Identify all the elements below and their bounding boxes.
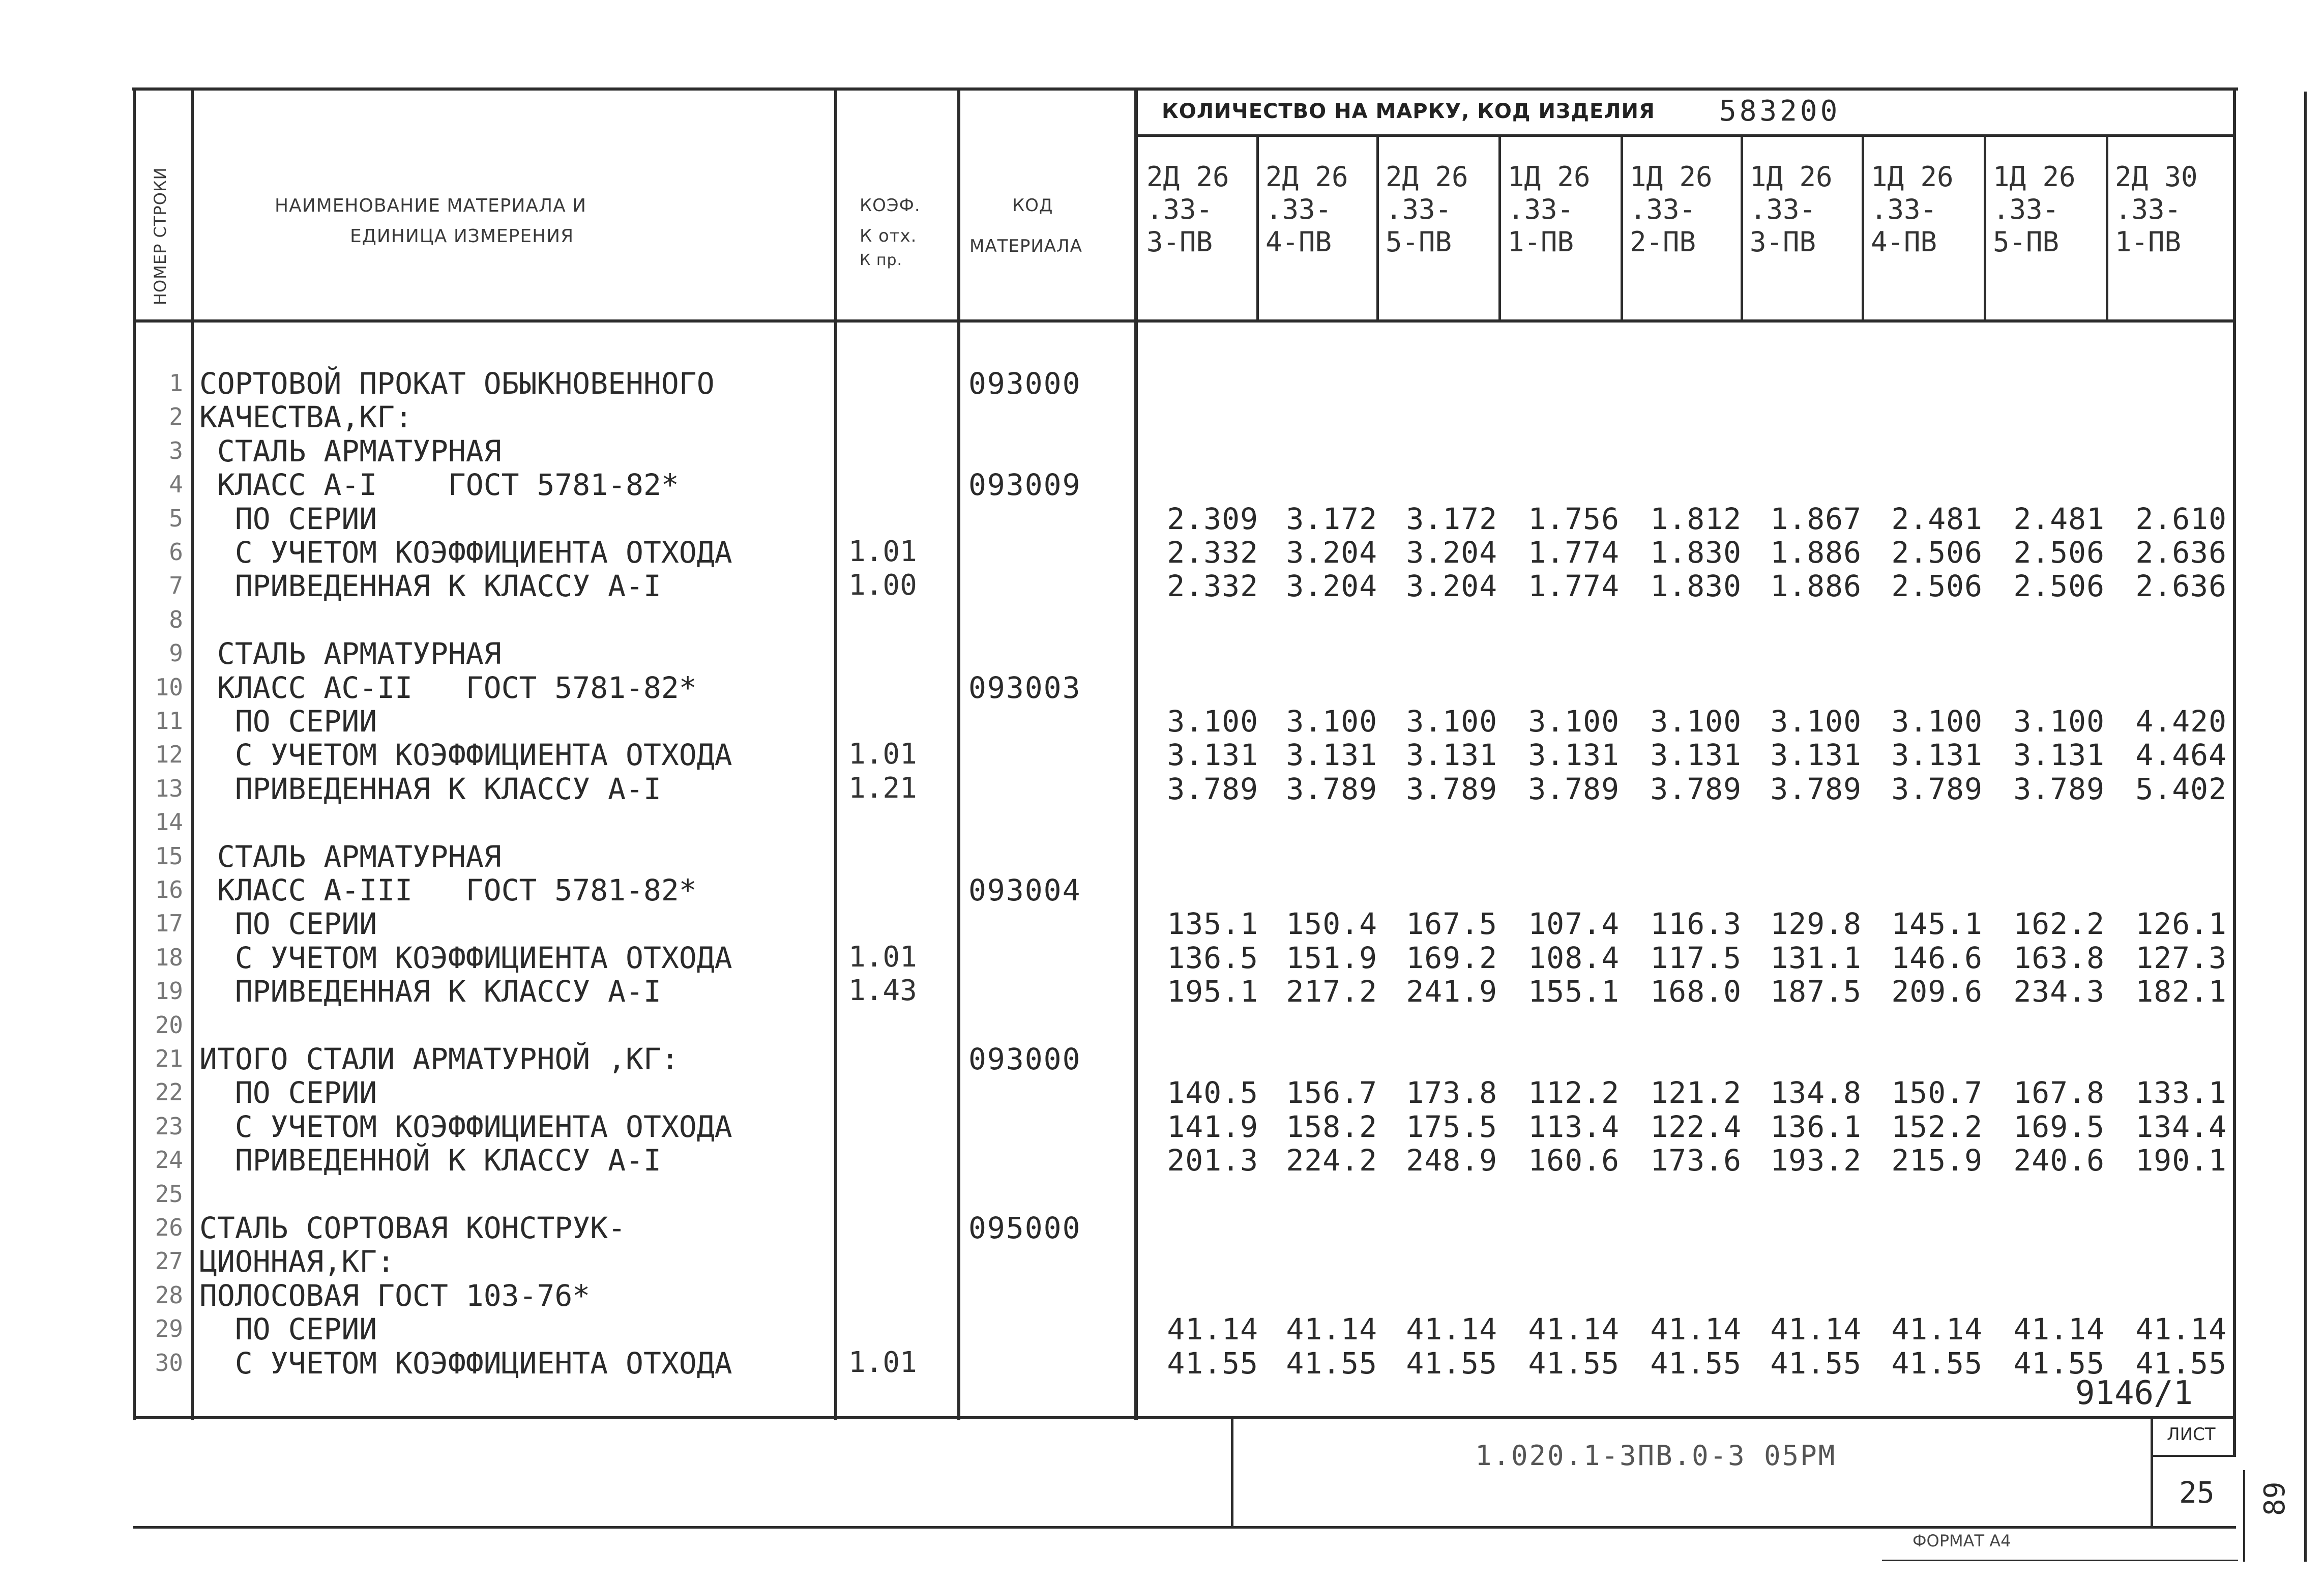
material-name: С УЧЕТОМ КОЭФФИЦИЕНТА ОТХОДА — [199, 535, 732, 570]
mark-header-3 — [1376, 161, 1468, 258]
row-number: 20 — [155, 1011, 183, 1039]
row-number: 6 — [169, 538, 183, 566]
material-name: СТАЛЬ АРМАТУРНАЯ — [199, 636, 502, 671]
inventory-number: 9146/1 — [2075, 1374, 2193, 1412]
frame-right-line — [2233, 87, 2236, 1456]
material-name-header-line1: НАИМЕНОВАНИЕ МАТЕРИАЛА И — [275, 195, 587, 216]
quantity-cell: 156.7 — [1286, 1075, 1377, 1110]
quantity-cell: 175.5 — [1406, 1109, 1497, 1144]
row-number: 18 — [155, 943, 183, 971]
quantity-cell: 108.4 — [1528, 940, 1620, 975]
mark-header-6 — [1741, 161, 1833, 258]
code-header-line2: МАТЕРИАЛА — [969, 236, 1082, 256]
side-page-number: 89 — [2258, 1481, 2291, 1516]
sheet-box-left — [2151, 1416, 2153, 1526]
mark-header-line: 1Д 26 — [1993, 161, 2076, 193]
row-number: 29 — [155, 1315, 183, 1343]
quantity-cell: 150.4 — [1286, 906, 1377, 942]
mark-header-4 — [1498, 161, 1591, 258]
material-name: ПО СЕРИИ — [199, 906, 377, 942]
material-name: КЛАСС АС-II ГОСТ 5781-82* — [199, 670, 697, 705]
quantity-cell: 190.1 — [2135, 1143, 2227, 1178]
document-designation: 1.020.1-3ПВ.0-3 05РМ — [1475, 1440, 1837, 1472]
quantity-cell: 2.332 — [1167, 535, 1258, 570]
quantity-cell: 41.55 — [1167, 1345, 1258, 1381]
quantity-cell: 162.2 — [2013, 906, 2105, 942]
row-number: 22 — [155, 1078, 183, 1106]
quantity-cell: 3.172 — [1286, 501, 1377, 536]
row-number: 23 — [155, 1112, 183, 1140]
quantity-cell: 41.14 — [1406, 1312, 1497, 1347]
row-number: 15 — [155, 842, 183, 870]
sheet-number: 25 — [2179, 1475, 2215, 1510]
mark-header-line: 5-ПВ — [1993, 226, 2060, 258]
side-strip-line — [2243, 1470, 2245, 1562]
quantity-cell: 217.2 — [1286, 974, 1377, 1009]
quantity-cell: 3.131 — [1650, 738, 1742, 773]
stamp-left-line — [1231, 1416, 1233, 1526]
material-name: С УЧЕТОМ КОЭФФИЦИЕНТА ОТХОДА — [199, 738, 732, 773]
quantity-cell: 136.5 — [1167, 940, 1258, 975]
quantity-cell: 41.14 — [2135, 1312, 2227, 1347]
row-number: 12 — [155, 741, 183, 769]
coef-header-line3: К пр. — [860, 251, 903, 269]
mark-header-line: 2-ПВ — [1630, 226, 1696, 258]
quantity-cell: 209.6 — [1891, 974, 1983, 1009]
mark-header-line: .33- — [1508, 193, 1574, 225]
quantity-cell: 141.9 — [1167, 1109, 1258, 1144]
quantity-cell: 4.420 — [2135, 704, 2227, 739]
row-number: 17 — [155, 910, 183, 938]
quantity-cell: 3.100 — [1286, 704, 1377, 739]
quantity-cell: 3.204 — [1286, 535, 1377, 570]
material-name: ПО СЕРИИ — [199, 1075, 377, 1110]
mark-header-line: .33- — [1993, 193, 2060, 225]
sheet-box-divider — [2151, 1455, 2236, 1457]
quantity-cell: 224.2 — [1286, 1143, 1377, 1178]
qty-header-line — [1134, 134, 2236, 137]
quantity-cell: 41.14 — [1650, 1312, 1742, 1347]
quantity-cell: 193.2 — [1770, 1143, 1862, 1178]
mark-header-line: 1-ПВ — [2115, 226, 2182, 258]
material-code: 093004 — [968, 873, 1081, 907]
quantity-cell: 3.131 — [1286, 738, 1377, 773]
mark-header-1 — [1137, 161, 1229, 258]
frame-left-line — [133, 87, 136, 1420]
quantity-cell: 2.610 — [2135, 501, 2227, 536]
quantity-cell: 3.789 — [1406, 771, 1497, 806]
row-number: 9 — [169, 639, 183, 667]
quantity-cell: 107.4 — [1528, 906, 1620, 942]
quantity-cell: 116.3 — [1650, 906, 1742, 942]
row-number: 8 — [169, 605, 183, 633]
material-name: КЛАСС А-I ГОСТ 5781-82* — [199, 467, 679, 503]
quantity-cell: 129.8 — [1770, 906, 1862, 942]
quantity-cell: 2.332 — [1167, 569, 1258, 604]
row-number: 25 — [155, 1180, 183, 1208]
row-number: 26 — [155, 1214, 183, 1241]
row-number: 14 — [155, 808, 183, 836]
quantity-cell: 134.8 — [1770, 1075, 1862, 1110]
quantity-cell: 122.4 — [1650, 1109, 1742, 1144]
row-number: 4 — [169, 471, 183, 499]
material-code: 093000 — [968, 1042, 1081, 1076]
mark-header-line: 3-ПВ — [1146, 226, 1213, 258]
quantity-cell: 140.5 — [1167, 1075, 1258, 1110]
quantity-cell: 41.55 — [1528, 1345, 1620, 1381]
frame-top-line — [132, 87, 2238, 91]
row-number: 2 — [169, 403, 183, 431]
material-name: СТАЛЬ СОРТОВАЯ КОНСТРУК- — [199, 1211, 626, 1245]
quantity-cell: 215.9 — [1891, 1143, 1983, 1178]
quantity-cell: 1.774 — [1528, 535, 1620, 570]
mark-header-line: 3-ПВ — [1750, 226, 1816, 258]
frame-far-left-line — [191, 87, 194, 1420]
quantity-cell: 3.131 — [1891, 738, 1983, 773]
quantity-cell: 1.830 — [1650, 535, 1742, 570]
quantity-cell: 195.1 — [1167, 974, 1258, 1009]
quantity-cell: 2.636 — [2135, 535, 2227, 570]
quantity-cell: 234.3 — [2013, 974, 2105, 1009]
quantity-cell: 41.14 — [1770, 1312, 1862, 1347]
material-name: ПРИВЕДЕННОЙ К КЛАССУ А-I — [199, 1143, 661, 1178]
quantity-cell: 152.2 — [1891, 1109, 1983, 1144]
quantity-cell: 3.204 — [1286, 569, 1377, 604]
material-name: ПО СЕРИИ — [199, 1312, 377, 1347]
quantity-cell: 187.5 — [1770, 974, 1862, 1009]
quantity-cell: 163.8 — [2013, 940, 2105, 975]
quantity-cell: 2.636 — [2135, 569, 2227, 604]
quantity-cell: 2.481 — [1891, 501, 1983, 536]
row-number: 1 — [169, 369, 183, 397]
quantity-cell: 151.9 — [1286, 940, 1377, 975]
row-number: 5 — [169, 504, 183, 532]
mark-header-9 — [2106, 161, 2198, 258]
coefficient: 1.01 — [848, 940, 917, 974]
row-number-header: НОМЕР СТРОКИ — [151, 167, 170, 305]
header-bottom-line — [133, 319, 2236, 323]
coefficient: 1.21 — [848, 771, 917, 805]
quantity-cell: 41.14 — [1167, 1312, 1258, 1347]
quantity-cell: 136.1 — [1770, 1109, 1862, 1144]
quantity-cell: 4.464 — [2135, 738, 2227, 773]
material-name: С УЧЕТОМ КОЭФФИЦИЕНТА ОТХОДА — [199, 940, 732, 975]
material-name: С УЧЕТОМ КОЭФФИЦИЕНТА ОТХОДА — [199, 1345, 732, 1381]
coefficient: 1.00 — [848, 569, 917, 602]
material-name: ПРИВЕДЕННАЯ К КЛАССУ А-I — [199, 569, 661, 604]
quantity-cell: 41.55 — [2135, 1345, 2227, 1381]
quantity-cell: 41.55 — [1891, 1345, 1983, 1381]
material-name: ИТОГО СТАЛИ АРМАТУРНОЙ ,КГ: — [199, 1042, 679, 1076]
row-number: 3 — [169, 436, 183, 464]
quantity-cell: 150.7 — [1891, 1075, 1983, 1110]
quantity-cell: 3.789 — [1770, 771, 1862, 806]
mark-header-line: .33- — [1386, 193, 1452, 225]
quantity-cell: 3.204 — [1406, 535, 1497, 570]
quantity-cell: 1.886 — [1770, 535, 1862, 570]
quantity-cell: 41.55 — [1770, 1345, 1862, 1381]
quantity-cell: 3.100 — [2013, 704, 2105, 739]
quantity-cell: 112.2 — [1528, 1075, 1620, 1110]
material-name: ПРИВЕДЕННАЯ К КЛАССУ А-I — [199, 771, 661, 806]
quantity-cell: 3.131 — [1770, 738, 1862, 773]
quantity-cell: 41.55 — [1406, 1345, 1497, 1381]
format-line — [1882, 1560, 2238, 1561]
quantity-cell: 3.131 — [1406, 738, 1497, 773]
material-name: СТАЛЬ АРМАТУРНАЯ — [199, 433, 502, 469]
mark-header-2 — [1256, 161, 1348, 258]
quantity-cell: 1.774 — [1528, 569, 1620, 604]
quantity-cell: 127.3 — [2135, 940, 2227, 975]
material-name: С УЧЕТОМ КОЭФФИЦИЕНТА ОТХОДА — [199, 1109, 732, 1144]
mark-header-line: 5-ПВ — [1386, 226, 1452, 258]
row-number: 28 — [155, 1281, 183, 1309]
quantity-cell: 3.789 — [1167, 771, 1258, 806]
quantity-cell: 41.55 — [1650, 1345, 1742, 1381]
quantity-cell: 41.55 — [1286, 1345, 1377, 1381]
quantity-cell: 145.1 — [1891, 906, 1983, 942]
quantity-cell: 3.100 — [1528, 704, 1620, 739]
quantity-cell: 2.506 — [2013, 535, 2105, 570]
quantity-cell: 155.1 — [1528, 974, 1620, 1009]
sheet-label: ЛИСТ — [2167, 1424, 2216, 1445]
row-number: 13 — [155, 774, 183, 802]
code-header-line1: КОД — [1012, 195, 1053, 216]
coefficient: 1.01 — [848, 738, 917, 771]
quantity-cell: 3.172 — [1406, 501, 1497, 536]
quantity-cell: 146.6 — [1891, 940, 1983, 975]
row-number: 30 — [155, 1349, 183, 1377]
side-strip-right — [2304, 92, 2307, 1562]
quantity-cell: 41.55 — [2013, 1345, 2105, 1381]
quantity-cell: 182.1 — [2135, 974, 2227, 1009]
quantity-cell: 41.14 — [1891, 1312, 1983, 1347]
row-number: 19 — [155, 977, 183, 1005]
material-name: СТАЛЬ АРМАТУРНАЯ — [199, 839, 502, 874]
table-bottom-line — [133, 1416, 2236, 1419]
quantity-cell: 2.506 — [1891, 535, 1983, 570]
quantity-cell: 169.5 — [2013, 1109, 2105, 1144]
material-name: ПРИВЕДЕННАЯ К КЛАССУ А-I — [199, 974, 661, 1009]
quantity-cell: 3.100 — [1770, 704, 1862, 739]
quantity-cell: 3.789 — [1528, 771, 1620, 806]
mark-header-line: .33- — [1871, 193, 1937, 225]
footer-bottom-line — [133, 1526, 2236, 1529]
quantity-cell: 1.830 — [1650, 569, 1742, 604]
mark-header-line: 2Д 26 — [1386, 161, 1468, 193]
product-code: 583200 — [1719, 95, 1841, 128]
quantity-cell: 3.204 — [1406, 569, 1497, 604]
mark-header-line: .33- — [2115, 193, 2182, 225]
quantity-cell: 167.8 — [2013, 1075, 2105, 1110]
quantity-cell: 169.2 — [1406, 940, 1497, 975]
quantity-cell: 2.506 — [1891, 569, 1983, 604]
quantity-cell: 41.14 — [1528, 1312, 1620, 1347]
quantity-cell: 135.1 — [1167, 906, 1258, 942]
material-code: 093000 — [968, 366, 1081, 401]
mark-header-line: 1Д 26 — [1750, 161, 1833, 193]
quantity-cell: 3.789 — [1286, 771, 1377, 806]
mark-header-5 — [1621, 161, 1713, 258]
quantity-cell: 133.1 — [2135, 1075, 2227, 1110]
quantity-cell: 160.6 — [1528, 1143, 1620, 1178]
row-number: 7 — [169, 572, 183, 600]
quantity-cell: 201.3 — [1167, 1143, 1258, 1178]
mark-header-7 — [1862, 161, 1954, 258]
quantity-cell: 248.9 — [1406, 1143, 1497, 1178]
mark-header-line: 2Д 30 — [2115, 161, 2198, 193]
coef-header-line2: К отх. — [860, 226, 917, 246]
material-name: ПО СЕРИИ — [199, 704, 377, 739]
quantity-cell: 134.4 — [2135, 1109, 2227, 1144]
quantity-cell: 3.789 — [1650, 771, 1742, 806]
quantity-cell: 3.131 — [1167, 738, 1258, 773]
quantity-cell: 1.867 — [1770, 501, 1862, 536]
mark-header-line: .33- — [1750, 193, 1816, 225]
quantity-cell: 2.506 — [2013, 569, 2105, 604]
quantity-cell: 167.5 — [1406, 906, 1497, 942]
quantity-cell: 3.100 — [1406, 704, 1497, 739]
quantity-cell: 126.1 — [2135, 906, 2227, 942]
material-name: КАЧЕСТВА,КГ: — [199, 400, 413, 435]
quantity-cell: 2.481 — [2013, 501, 2105, 536]
quantity-cell: 173.6 — [1650, 1143, 1742, 1178]
row-number: 16 — [155, 876, 183, 903]
coefficient: 1.01 — [848, 535, 917, 568]
material-name-header-line2: ЕДИНИЦА ИЗМЕРЕНИЯ — [350, 226, 574, 247]
mark-header-line: 4-ПВ — [1266, 226, 1332, 258]
quantity-cell: 3.789 — [1891, 771, 1983, 806]
material-code: 093003 — [968, 670, 1081, 705]
quantity-cell: 3.131 — [2013, 738, 2105, 773]
quantity-cell: 3.789 — [2013, 771, 2105, 806]
material-name: ЦИОННАЯ,КГ: — [199, 1244, 395, 1279]
quantity-cell: 113.4 — [1528, 1109, 1620, 1144]
quantity-cell: 41.14 — [2013, 1312, 2105, 1347]
quantity-cell: 241.9 — [1406, 974, 1497, 1009]
divider-name-coef — [834, 87, 837, 1420]
material-code: 093009 — [968, 467, 1081, 503]
quantity-cell: 168.0 — [1650, 974, 1742, 1009]
mark-header-line: 1Д 26 — [1630, 161, 1713, 193]
format-label: ФОРМАТ А4 — [1913, 1531, 2011, 1550]
material-name: КЛАСС А-III ГОСТ 5781-82* — [199, 873, 697, 907]
mark-header-line: 1Д 26 — [1871, 161, 1954, 193]
mark-header-line: 4-ПВ — [1871, 226, 1937, 258]
quantity-cell: 41.14 — [1286, 1312, 1377, 1347]
qty-header-label: КОЛИЧЕСТВО НА МАРКУ, КОД ИЗДЕЛИЯ — [1162, 100, 1655, 123]
mark-header-8 — [1984, 161, 2076, 258]
row-number: 21 — [155, 1045, 183, 1072]
quantity-cell: 5.402 — [2135, 771, 2227, 806]
material-name: СОРТОВОЙ ПРОКАТ ОБЫКНОВЕННОГО — [199, 366, 715, 401]
row-number: 10 — [155, 673, 183, 701]
mark-header-line: 2Д 26 — [1266, 161, 1348, 193]
row-number: 11 — [155, 707, 183, 735]
quantity-cell: 117.5 — [1650, 940, 1742, 975]
material-name: ПО СЕРИИ — [199, 501, 377, 536]
quantity-cell: 240.6 — [2013, 1143, 2105, 1178]
material-name: ПОЛОСОВАЯ ГОСТ 103-76* — [199, 1278, 591, 1313]
divider-coef-code — [957, 87, 960, 1420]
quantity-cell: 173.8 — [1406, 1075, 1497, 1110]
quantity-cell: 158.2 — [1286, 1109, 1377, 1144]
coef-header-line1: КОЭФ. — [860, 195, 921, 216]
quantity-cell: 121.2 — [1650, 1075, 1742, 1110]
mark-header-line: .33- — [1266, 193, 1332, 225]
mark-header-line: .33- — [1146, 193, 1213, 225]
quantity-cell: 1.886 — [1770, 569, 1862, 604]
quantity-cell: 3.100 — [1891, 704, 1983, 739]
quantity-cell: 1.812 — [1650, 501, 1742, 536]
quantity-cell: 3.100 — [1650, 704, 1742, 739]
mark-header-line: 2Д 26 — [1146, 161, 1229, 193]
quantity-cell: 2.309 — [1167, 501, 1258, 536]
mark-header-line: 1-ПВ — [1508, 226, 1574, 258]
row-number: 24 — [155, 1146, 183, 1174]
quantity-cell: 3.131 — [1528, 738, 1620, 773]
quantity-cell: 3.100 — [1167, 704, 1258, 739]
row-number: 27 — [155, 1247, 183, 1275]
mark-header-line: .33- — [1630, 193, 1696, 225]
material-code: 095000 — [968, 1211, 1081, 1245]
mark-header-line: 1Д 26 — [1508, 161, 1591, 193]
quantity-cell: 131.1 — [1770, 940, 1862, 975]
coefficient: 1.43 — [848, 974, 917, 1008]
quantity-cell: 1.756 — [1528, 501, 1620, 536]
coefficient: 1.01 — [848, 1345, 917, 1379]
